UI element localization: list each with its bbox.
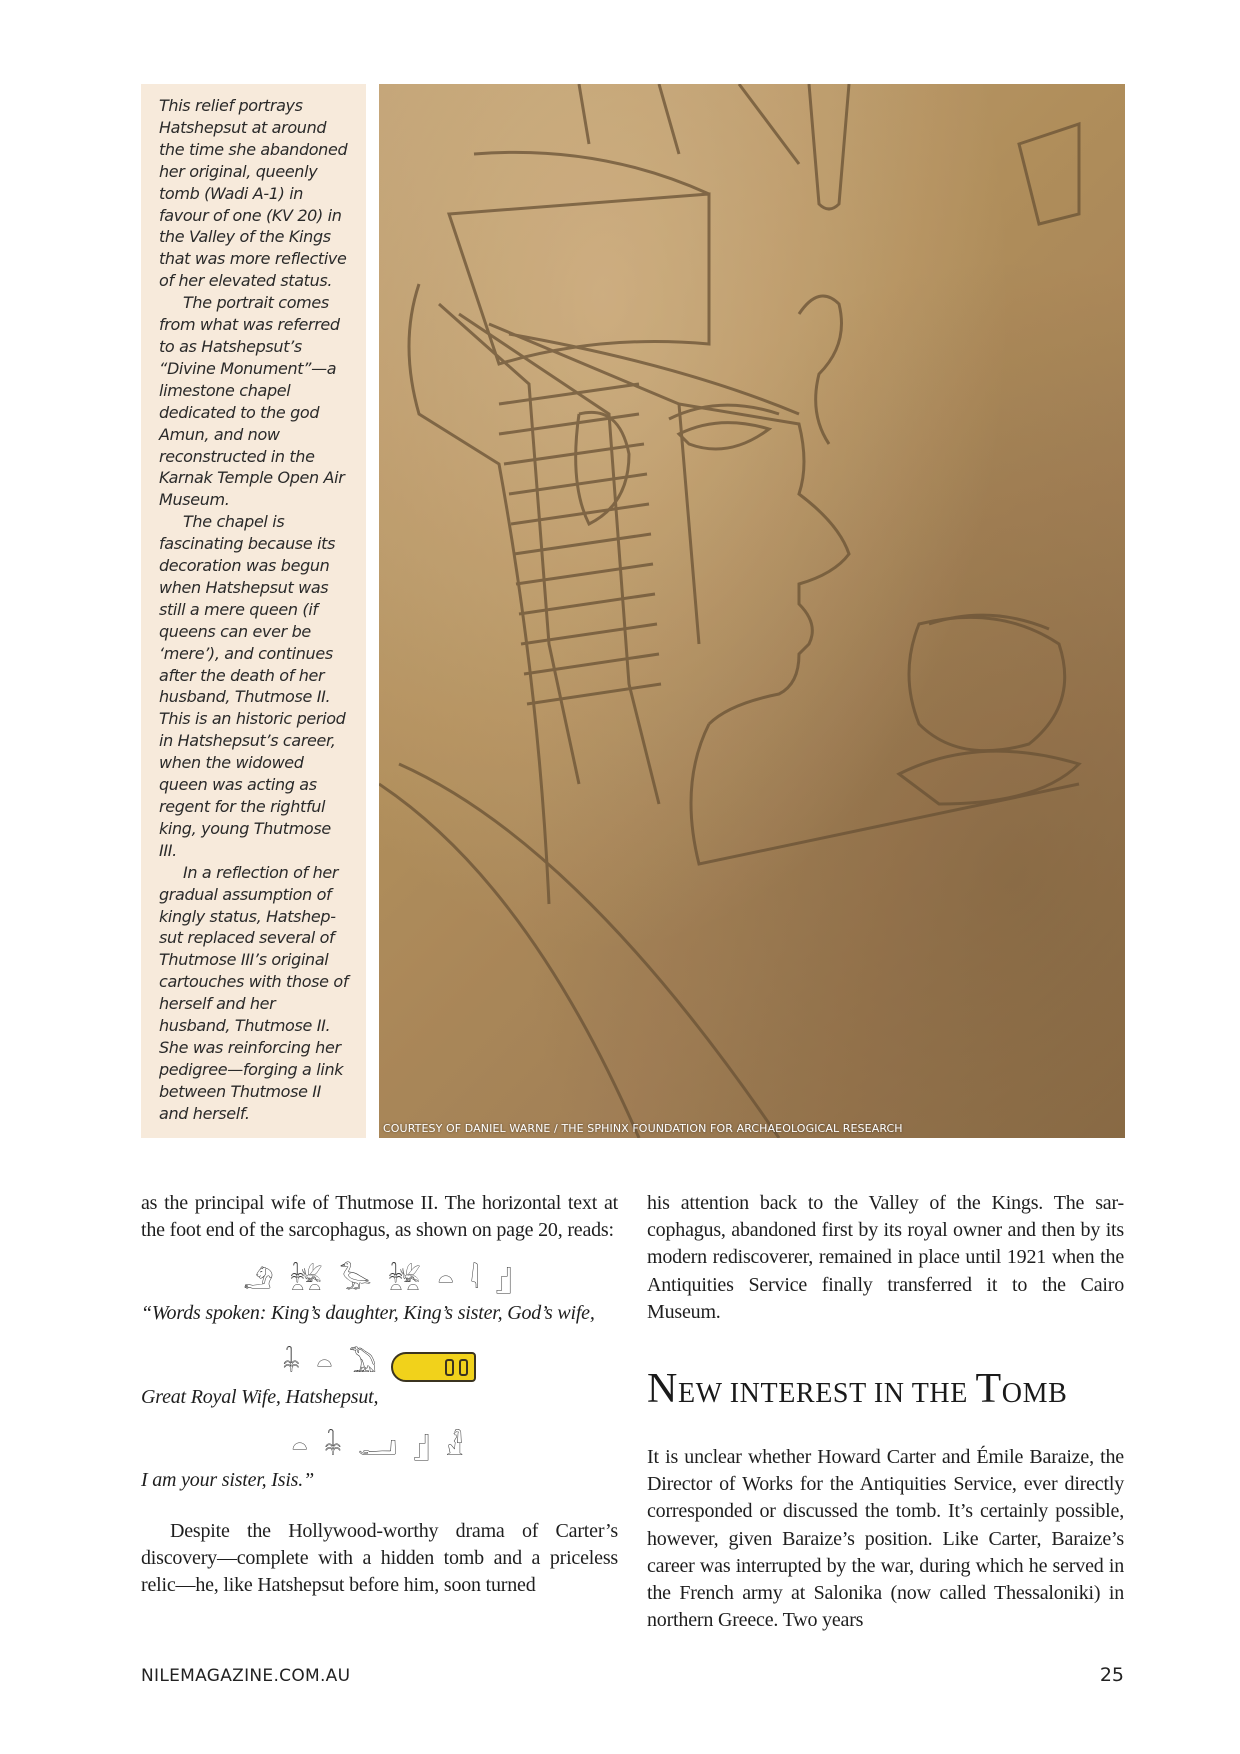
body-paragraph: his attention back to the Valley of the Kings. The sar-cophagus, abandoned first by its royal owner and then by its modern rediscoverer, remained in place until 1921 when the Antiquities Service finally transferred it to the Cairo Museum.	[647, 1192, 1124, 1323]
hieroglyph-text: 𓇓 𓏏 𓅐	[282, 1348, 381, 1379]
hatshepsut-cartouche-icon	[391, 1352, 476, 1382]
translation-quote: Great Royal Wife, Hatshepsut,	[141, 1385, 379, 1408]
footer-website: NILEMAGAZINE.COM.AU	[141, 1666, 351, 1686]
photo-credit: COURTESY OF DANIEL WARNE / THE SPHINX FOUNDATION FOR ARCHAEOLOGICAL RESEARCH	[383, 1122, 903, 1135]
caption-paragraph: In a reflection of her gradual assumption of kingly status, Hatshep-sut replaced several of Thutmose III’s original cartouches with those of herself and her husband, Thutmose II. She was reinforcing her pedigree—forging a link between Thutmose II and herself.	[159, 862, 349, 1123]
caption-paragraph: The chapel is fascinating because its decoration was begun when Hatshepsut was still a mere queen (if queens can ever be ‘mere’), and continues after the death of her husband, Thutmose II. This is an historic period in Hatshepsut’s career, when the widowed queen was acting as regent for the rightful king, young Thutmose III.	[159, 512, 346, 860]
translation-quote: I am your sister, Isis.”	[141, 1468, 314, 1491]
hatshepsut-relief-photo	[379, 84, 1125, 1138]
hieroglyph-text: 𓏏 𓇓 𓂝 𓊨 𓁐	[291, 1431, 468, 1462]
photo-caption-box	[141, 84, 366, 1138]
body-paragraph: It is unclear whether Howard Carter and Émile Baraize, the Director of Works for the Antiquities Service, ever directly corresponded or discussed the tomb. It’s certainly possible, however, given Baraize’s position. Like Carter, Baraize’s career was interrupted by the war, during which he served in the French army at Salonika (now called Thessaloniki) in northern Greece. Two years	[647, 1446, 1124, 1632]
hieroglyph-text: 𓄂 𓆥 𓅭 𓆥 𓏏 𓇋 𓊨	[243, 1265, 516, 1296]
translation-quote: “Words spoken: King’s daughter, King’s sister, God’s wife,	[141, 1302, 595, 1325]
body-paragraph: as the principal wife of Thutmose II. The horizontal text at the foot end of the sarcophagus, as shown on page 20, reads:	[141, 1192, 618, 1242]
body-paragraph: Despite the Hollywood-worthy drama of Carter’s discovery—complete with a hidden tomb and a priceless relic—he, like Hatshepsut before him, soon turned	[141, 1520, 618, 1597]
right-text-column	[647, 1190, 1124, 1634]
left-text-column	[141, 1190, 618, 1600]
section-heading: NEW INTEREST IN THE TOMB	[647, 1366, 1068, 1413]
page-number: 25	[1099, 1664, 1124, 1686]
relief-illustration	[379, 84, 1125, 1138]
hieroglyph-line	[141, 1262, 618, 1298]
hieroglyph-line	[141, 1346, 618, 1382]
caption-paragraph: The portrait comes from what was referred to as Hatshepsut’s “Divine Monument”—a limestone chapel dedicated to the god Amun, and now reconstructed in the Karnak Temple Open Air Museum.	[159, 293, 345, 510]
caption-paragraph: This relief portrays Hatshepsut at around the time she abandoned her original, queenly tomb (Wadi A-1) in favour of one (KV 20) in the Valley of the Kings that was more reflective of her elevated status.	[159, 96, 348, 291]
hieroglyph-line	[141, 1429, 618, 1465]
